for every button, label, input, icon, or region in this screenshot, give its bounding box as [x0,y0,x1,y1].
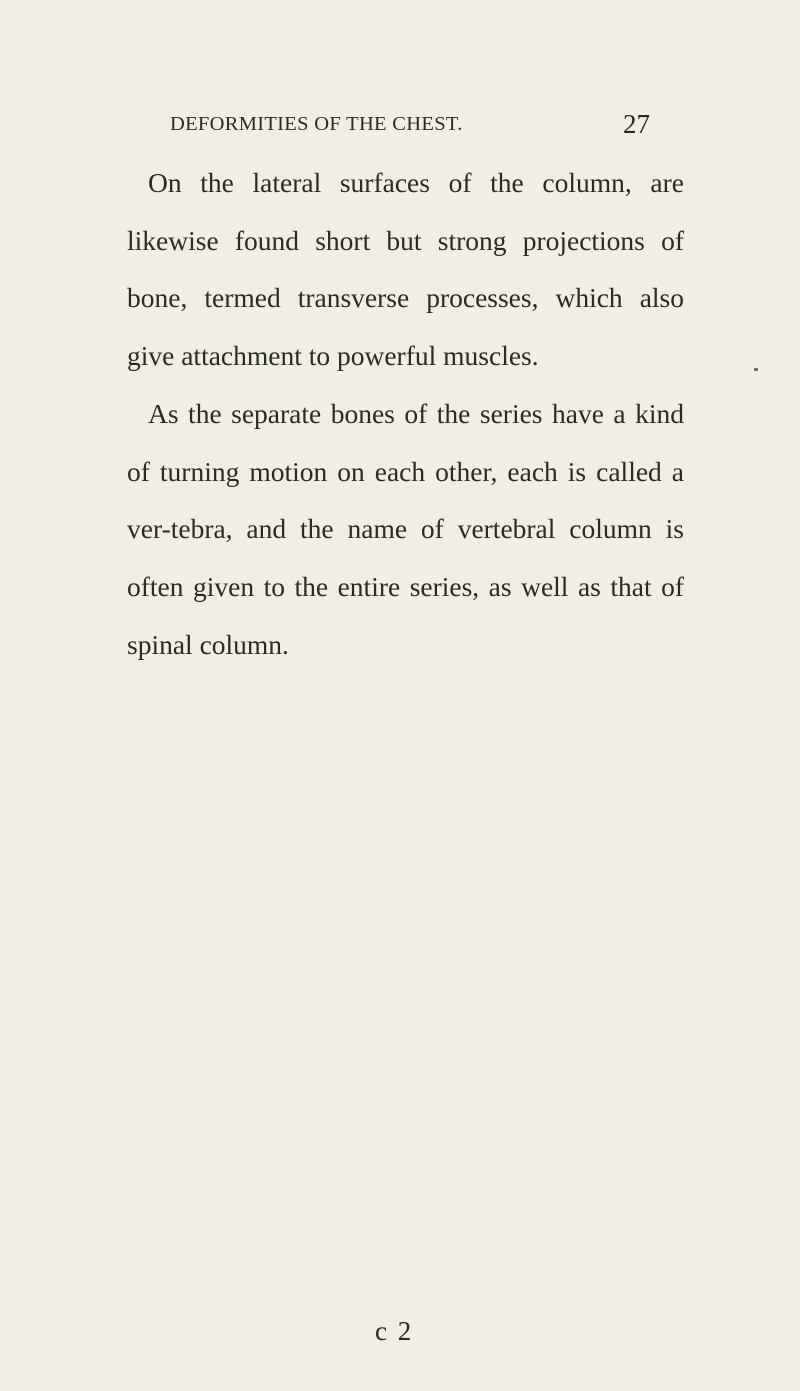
paragraph: On the lateral surfaces of the column, are likewise found short but strong projections of bone, termed transverse processes, which also give attachment to powerful muscles. [127,167,684,372]
page-number: 27 [623,109,650,139]
signature-mark: c 2 [375,1316,414,1346]
margin-mark [754,368,758,371]
paragraph: As the separate bones of the series have a kind of turning motion on each other, each is called a ver-tebra, and the name of vertebral column is often given to the entire series, as well as that of spinal column. [127,397,684,660]
running-title: DEFORMITIES OF THE CHEST. [170,113,463,135]
running-head [170,109,650,143]
body-text [127,154,684,673]
